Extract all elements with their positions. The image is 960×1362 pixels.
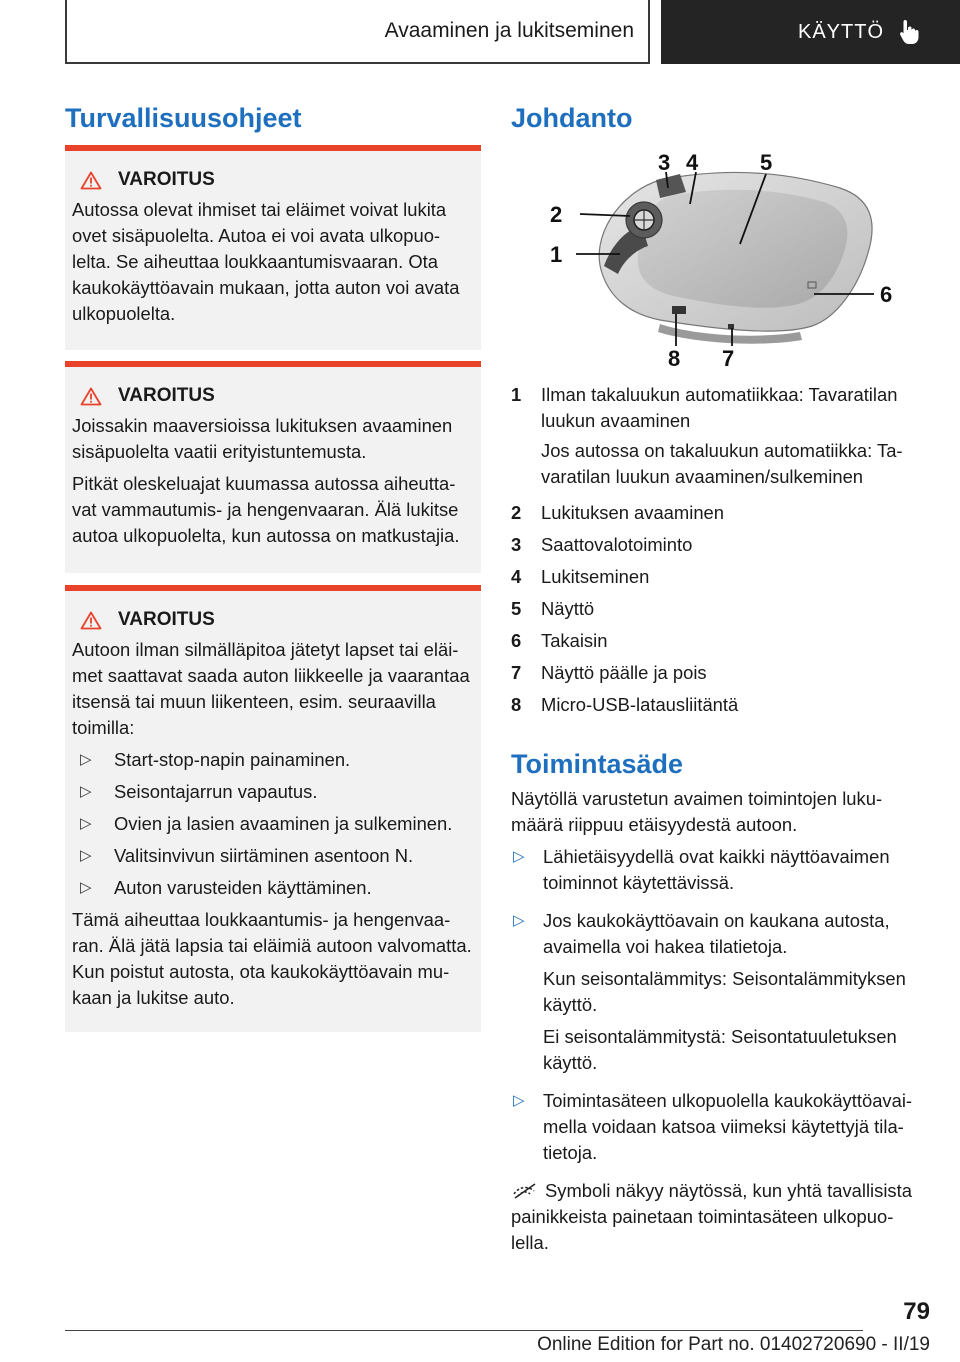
list-item: ▷ Valitsinvivun siirtäminen asentoon N. <box>72 843 473 869</box>
list-item: 6 Takaisin <box>511 630 608 651</box>
bullet-triangle-icon: ▷ <box>80 751 92 768</box>
bullet-triangle-icon: ▷ <box>80 847 92 864</box>
bullet-triangle-icon: ▷ <box>80 815 92 832</box>
callout-6: 6 <box>880 282 893 307</box>
list-item: 8 Micro-USB-latausliitäntä <box>511 694 739 715</box>
warning-triangle-icon <box>80 611 102 630</box>
warning-triangle-icon <box>80 387 102 406</box>
warning-label: VAROITUS <box>118 609 215 630</box>
callout-3: 3 <box>658 150 671 175</box>
list-item: ▷ Seisontajarrun vapautus. <box>72 779 473 805</box>
warning-text: Autossa olevat ihmiset tai eläimet voivat lukita ovet sisäpuolelta. Autoa ei voi avata ulkopuo-lelta. Se aiheuttaa loukkaantumisvaaran. Ota kaukokäyttöavain mukaan, jotta auton voi avata ulkopuolelta. <box>72 199 460 324</box>
out-of-range-symbol-icon <box>511 1183 539 1199</box>
warning-label: VAROITUS <box>118 169 215 190</box>
callout-8: 8 <box>668 346 681 370</box>
warning-text: Joissakin maaversioissa lukituksen avaaminen sisäpuolelta vaatii erityistuntemusta. <box>72 415 453 462</box>
bullet-triangle-icon: ▷ <box>80 879 92 896</box>
symbol-note: Symboli näkyy näytössä, kun yhtä tavallisista painikkeista painetaan toimintasäteen ulkopuo-lella. <box>511 1180 912 1253</box>
callout-1: 1 <box>550 242 563 267</box>
header-chapter-label: KÄYTTÖ <box>797 20 884 43</box>
warning-box-1 <box>65 145 481 350</box>
list-item: ▷ Auton varusteiden käyttäminen. <box>72 875 473 901</box>
bullet-triangle-icon: ▷ <box>80 783 92 800</box>
list-item: ▷ Jos kaukokäyttöavain on kaukana autosta, avaimella voi hakea tilatietoja. Kun seisontalämmitys: Seisontalämmityksen käyttö. Ei seisontalämmitystä: Seisontatuuletuksen käyttö. <box>511 908 931 1082</box>
warning-triangle-icon <box>80 171 102 190</box>
intro-section-title: Johdanto <box>511 103 633 133</box>
list-item: 7 Näyttö päälle ja pois <box>511 662 707 683</box>
header-section-label: Avaaminen ja lukitseminen <box>384 19 634 42</box>
bullet-triangle-icon: ▷ <box>513 848 525 865</box>
warning-box-3 <box>65 585 481 1032</box>
warning-text: Pitkät oleskeluajat kuumassa autossa aiheutta-vat vammautumis- ja hengenvaaran. Älä lukitse autoa ulkopuolelta, kun autossa on matkustajia. <box>72 473 460 546</box>
callout-7: 7 <box>722 346 735 370</box>
bullet-triangle-icon: ▷ <box>513 1092 525 1109</box>
range-section-body <box>511 786 931 1262</box>
list-item: 4 Lukitseminen <box>511 566 650 587</box>
list-item: ▷ Start-stop-napin painaminen. <box>72 747 473 773</box>
page-number: 79 <box>903 1298 930 1325</box>
bullet-triangle-icon: ▷ <box>513 912 525 929</box>
list-item: ▷ Toimintasäteen ulkopuolella kaukokäyttöavai-mella voidaan katsoa viimeksi käytettyjä tila-tietoja. <box>511 1088 931 1172</box>
list-item: ▷ Ovien ja lasien avaaminen ja sulkeminen. <box>72 811 473 837</box>
footer-divider <box>65 1330 863 1331</box>
callout-2: 2 <box>550 202 563 227</box>
key-parts-list <box>511 382 931 724</box>
display-key-illustration <box>540 148 900 370</box>
callout-4: 4 <box>686 150 699 175</box>
list-item: 1 Ilman takaluukun automatiikkaa: Tavaratilan luukun avaaminen Jos autossa on takaluukun automatiikka: Ta-varatilan luukun avaaminen/sulkeminen <box>511 384 903 487</box>
header-section-tab <box>65 0 650 64</box>
warning-heading <box>72 607 473 633</box>
footer-edition: Online Edition for Part no. 01402720690 - II/19 <box>537 1334 930 1355</box>
warning-text: Tämä aiheuttaa loukkaantumis- ja hengenvaa-ran. Älä jätä lapsia tai eläimiä autoon valvomatta. Kun poistut autosta, ota kaukokäyttöavain mu-kaan ja lukitse auto. <box>72 909 472 1008</box>
range-intro: Näytöllä varustetun avaimen toimintojen luku-määrä riippuu etäisyydestä autoon. <box>511 788 883 835</box>
list-item: 2 Lukituksen avaaminen <box>511 502 724 523</box>
list-item: 5 Näyttö <box>511 598 595 619</box>
warning-heading <box>72 383 473 409</box>
list-item: ▷ Lähietäisyydellä ovat kaikki näyttöavaimen toiminnot käytettävissä. <box>511 844 931 902</box>
warning-box-2 <box>65 361 481 573</box>
warning-text: Autoon ilman silmälläpitoa jätetyt lapset tai eläi-met saattavat saada auton liikkeelle ja vaarantaa itsensä tai muun liikenteen, esim. seuraavilla toimilla: <box>72 639 470 738</box>
warning-heading <box>72 167 473 193</box>
hand-pointer-icon <box>898 19 922 45</box>
range-section-title: Toimintasäde <box>511 749 684 779</box>
warning-label: VAROITUS <box>118 385 215 406</box>
callout-5: 5 <box>760 150 773 175</box>
safety-section-title: Turvallisuusohjeet <box>65 103 302 133</box>
list-item: 3 Saattovalotoiminto <box>511 534 693 555</box>
header-chapter-tab <box>661 0 960 64</box>
